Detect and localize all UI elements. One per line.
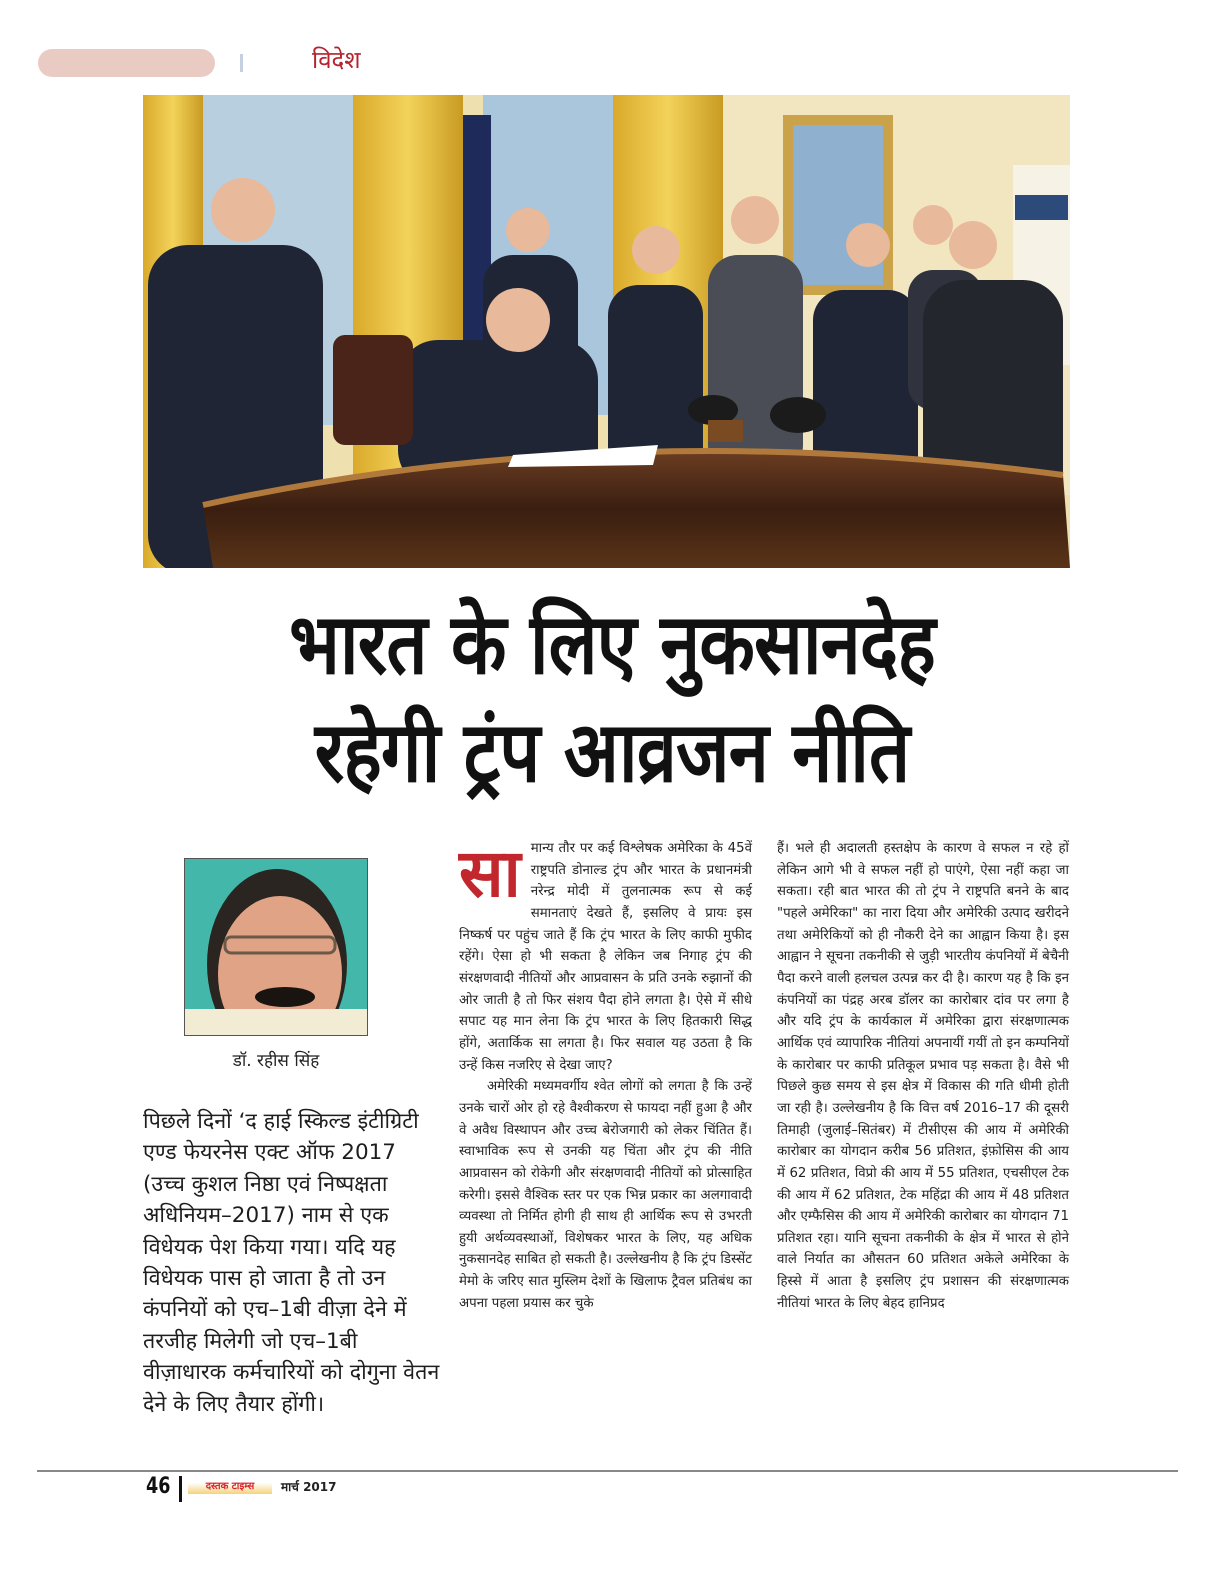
author-byline: डॉ. रहीस सिंह: [232, 1051, 320, 1071]
deck-text: पिछले दिनों ‘द हाई स्किल्ड इंटीग्रिटी एण्ड फेयरनेस एक्ट ऑफ 2017 (उच्च कुशल निष्ठा एवं निष्पक्षता अधिनियम–2017) नाम से एक विधेयक पेश किया गया। यदि यह विधेयक पास हो जाता है तो उन कंपनियों को एच–1बी वीज़ा देने में तरजीह मिलेगी जो एच–1बी वीज़ाधारक कर्मचारियों को दोगुना वेतन देने के लिए तैयार होंगी।: [143, 1109, 440, 1417]
headline: [120, 590, 1104, 806]
page-number: 46: [146, 1474, 171, 1499]
oval-office-photo: [143, 95, 1070, 568]
footer-separator: [179, 1476, 182, 1502]
column-2-paragraph-1: हैं। भले ही अदालती हस्तक्षेप के कारण वे सफल न रहे हों लेकिन आगे भी वे सफल नहीं हो पाएंगे, ऐसा नहीं कहा जा सकता। रही बात भारत की तो ट्रंप ने राष्ट्रपति बनने के बाद "पहले अमेरिका" का नारा दिया और अमेरिकी उत्पाद खरीदने तथा अमेरिकियों को ही नौकरी देने का आह्वान किया है। इस आह्वान ने सूचना तकनीकी से जुड़ी भारतीय कंपनियों में बेचैनी पैदा करने वाली हलचल उत्पन्न कर दी है। कारण यह है कि इन कंपनियों का पंद्रह अरब डॉलर का कारोबार दांव पर लगा है और यदि ट्रंप के कार्यकाल में अमेरिका द्वारा संरक्षणात्मक आर्थिक एवं व्यापारिक नीतियां अपनायीं गयीं तो इन कम्पनियों के कारोबार पर काफी प्रतिकूल प्रभाव पड़ सकता है। वैसे भी पिछले कुछ समय से इस क्षेत्र में विकास की गति धीमी होती जा रही है। उल्लेखनीय है कि वित्त वर्ष 2016–17 की दूसरी तिमाही (जुलाई–सितंबर) में टीसीएस की आय में अमेरिकी कारोबार का योगदान करीब 56 प्रतिशत, इंफ़ोसिस की आय में 62 प्रतिशत, विप्रो की आय में 55 प्रतिशत, एचसीएल टेक की आय में 62 प्रतिशत, टेक महिंद्रा की आय में 48 प्रतिशत और एम्फैसिस की आय में अमेरिकी कारोबार का योगदान 71 प्रतिशत रहा। यानि सूचना तकनीकी के क्षेत्र में भारत से होने वाले निर्यात का औसतन 60 प्रतिशत अकेले अमेरिका के हिस्से में आता है इसलिए ट्रंप प्रशासन की संरक्षणात्मक नीतियां भारत के लिए बेहद हानिप्रद: [777, 841, 1069, 1311]
headline-line-1: भारत के लिए नुकसानदेह: [289, 595, 935, 693]
issue-date: मार्च 2017: [281, 1480, 337, 1494]
author-portrait: [185, 859, 367, 1035]
header-divider: [240, 54, 243, 72]
lead-photo: [143, 95, 1070, 568]
drop-cap: सा: [459, 835, 521, 912]
headline-line-2: रहेगी ट्रंप आव्रजन नीति: [314, 703, 910, 801]
article-deck: [143, 1106, 443, 1420]
column-1-paragraph-1: मान्य तौर पर कई विश्लेषक अमेरिका के 45वें राष्ट्रपति डोनाल्ड ट्रंप और भारत के प्रधानमंत्री नरेन्द्र मोदी में तुलनात्मक रूप से कई समानताएं देखते हैं, इसलिए वे प्रायः इस निष्कर्ष पर पहुंच जाते हैं कि ट्रंप भारत के लिए काफी मुफीद रहेंगे। ऐसा हो भी सकता है लेकिन जब निगाह ट्रंप की संरक्षणवादी नीतियों और आप्रवासन के प्रति उनके रुझानों की ओर जाती है तो फिर संशय पैदा होने लगता है। ऐसे में सीधे सपाट यह मान लेना कि ट्रंप भारत के लिए हितकारी सिद्ध होंगे, अतार्किक सा लगता है। फिर सवाल यह उठता है कि उन्हें किस नजरिए से देखा जाए?: [459, 841, 752, 1073]
article-column-2: [777, 838, 1069, 1314]
magazine-logo: दस्तक टाइम्स: [188, 1480, 272, 1494]
author-photo: [184, 858, 368, 1036]
footer-rule: [37, 1470, 1178, 1472]
article-column-1: [459, 835, 752, 1314]
header-pill-decoration: [38, 49, 215, 77]
column-1-paragraph-2: अमेरिकी मध्यमवर्गीय श्वेत लोगों को लगता है कि उन्हें उनके चारों ओर हो रहे वैश्वीकरण से फायदा नहीं हुआ है और वे अवैध विस्थापन और उच्च बेरोजगारी को लेकर चिंतित हैं। स्वाभाविक रूप से उनकी यह चिंता और ट्रंप की नीति आप्रवासन को रोकेगी और संरक्षणवादी नीतियों को प्रोत्साहित करेगी। इससे वैश्विक स्तर पर एक भिन्न प्रकार का अलगावादी व्यवस्था तो निर्मित होगी ही साथ ही आर्थिक रूप से उभरती हुयी अर्थव्यवस्थाओं, विशेषकर भारत के लिए, यह अधिक नुकसानदेह साबित हो सकती है। उल्लेखनीय है कि ट्रंप डिस्सेंट मेमो के जरिए सात मुस्लिम देशों के खिलाफ ट्रैवल प्रतिबंध का अपना पहला प्रयास कर चुके: [459, 1079, 752, 1311]
section-label: विदेश: [312, 46, 361, 74]
